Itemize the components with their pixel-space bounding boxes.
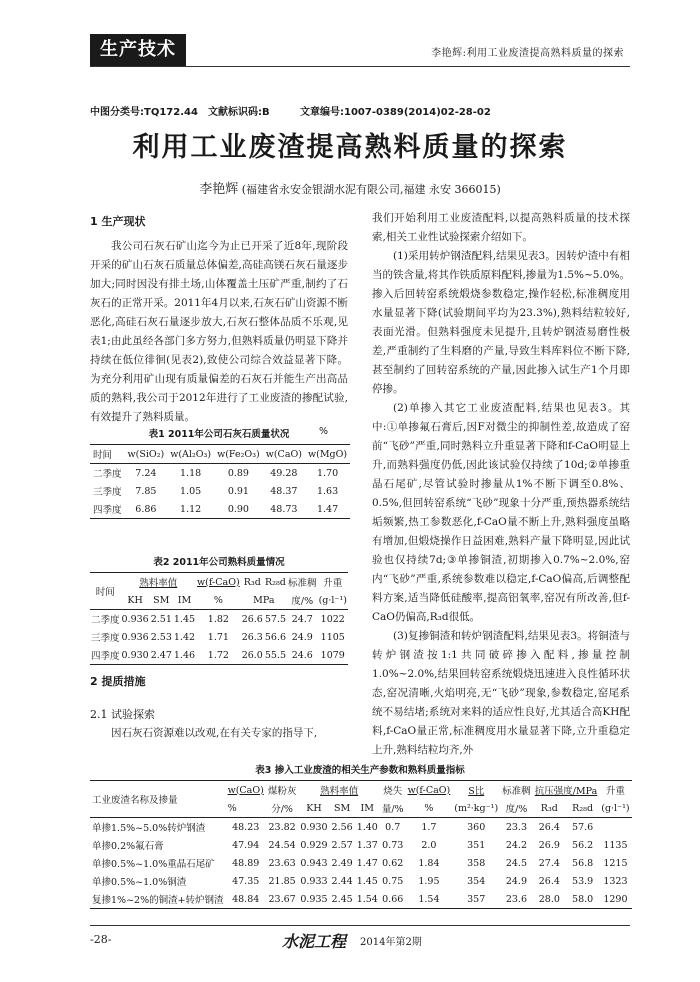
table-header: 熟料率值 — [139, 578, 178, 589]
table-cell: 24.9 — [505, 875, 527, 887]
table-header: SM — [153, 594, 170, 606]
table-cell: 1323 — [603, 875, 628, 887]
table-cell: 1022 — [320, 613, 345, 625]
table-cell: 56.2 — [572, 839, 594, 851]
table-cell: 0.73 — [382, 839, 404, 851]
table-cell: 0.90 — [227, 503, 249, 515]
paragraph: 我们开始利用工业废渣配料,以提高熟料质量的技术探索,相关工业性试验探索介绍如下。 — [372, 212, 630, 243]
table-cell: 2.44 — [331, 875, 353, 887]
table-cell: 6.86 — [135, 503, 157, 515]
table-header: w(Al₂O₃) — [170, 448, 212, 460]
table-cell: 1215 — [603, 857, 628, 869]
table-2 — [90, 554, 348, 665]
table-cell: 1.18 — [180, 467, 202, 479]
table-cell: 26.4 — [538, 821, 560, 833]
table-cell: 48.23 — [232, 821, 260, 833]
table-cell: 1.63 — [316, 485, 339, 497]
table-cell: 48.37 — [270, 485, 298, 497]
table-cell: 360 — [467, 821, 486, 833]
table-cell: 1.7 — [421, 821, 437, 833]
table-cell: 48.73 — [270, 503, 298, 515]
table-cell: 1.47 — [356, 857, 378, 869]
table-cell: 48.84 — [232, 893, 260, 905]
table-header: w(Fe₂O₃) — [217, 448, 260, 460]
document-code: 文献标识码:B — [208, 107, 270, 118]
table-cell: 1.71 — [207, 631, 229, 643]
table-header: w(CaO) — [227, 784, 264, 796]
table-cell: 0.929 — [300, 839, 328, 851]
table-row — [90, 500, 350, 519]
table-cell: 1.05 — [180, 485, 202, 497]
table-cell: 1290 — [603, 893, 628, 905]
table-cell: 1.45 — [356, 875, 378, 887]
table-row — [90, 872, 632, 890]
table-cell: 47.94 — [232, 839, 260, 851]
table-3-caption: 表3 掺入工业废渣的相关生产参数和熟料质量指标 — [255, 765, 465, 776]
table-header: w(SiO₂) — [127, 448, 165, 460]
table-cell: 27.4 — [538, 857, 560, 869]
table-row — [90, 628, 348, 646]
table-2-grid — [90, 572, 348, 665]
table-cell: 23.67 — [268, 893, 296, 905]
table-cell: 0.66 — [382, 893, 404, 905]
table-header: 度/% — [291, 596, 314, 607]
table-cell: 三季度 — [93, 487, 122, 498]
table-header: 度/% — [505, 804, 528, 815]
table-cell: 1.45 — [173, 613, 196, 625]
table-cell: 58.0 — [572, 893, 594, 905]
table-cell: 28.0 — [538, 893, 560, 905]
table-header: 时间 — [90, 573, 121, 610]
table-cell: 1.47 — [316, 503, 339, 515]
table-2-caption: 表2 2011年公司熟料质量情况 — [153, 557, 285, 568]
table-header: 量/% — [381, 804, 404, 815]
table-cell: 1079 — [320, 649, 345, 661]
table-cell: 1.95 — [418, 875, 440, 887]
section-1-heading: 1 生产现状 — [90, 215, 146, 228]
table-header: (g·l⁻¹) — [601, 802, 630, 814]
clc-number: 中图分类号:TQ172.44 — [90, 107, 198, 118]
table-cell: 23.3 — [505, 821, 527, 833]
table-row — [90, 836, 632, 854]
header-rule — [90, 66, 630, 67]
table-cell: 1.12 — [180, 503, 202, 515]
table-header: SM — [334, 802, 351, 814]
table-cell: 0.933 — [300, 875, 328, 887]
table-header: (g·l⁻¹) — [318, 594, 347, 606]
table-cell: 1.54 — [356, 893, 378, 905]
table-cell: 49.28 — [270, 467, 298, 479]
table-cell: 1.54 — [418, 893, 440, 905]
table-cell: 2.57 — [331, 839, 353, 851]
author-line — [0, 178, 700, 197]
table-cell: 二季度 — [93, 469, 122, 480]
article-title: 利用工业废渣提高熟料质量的探索 — [132, 132, 568, 163]
table-cell: 2.0 — [421, 839, 437, 851]
table-cell: 26.3 — [241, 631, 263, 643]
table-cell: 1.72 — [207, 649, 229, 661]
table-header: 时间 — [93, 450, 113, 461]
table-cell: 2.45 — [331, 893, 353, 905]
table-header: R₂₈d — [572, 802, 594, 814]
left-column-lower — [90, 672, 348, 743]
table-header: w(CaO) — [265, 448, 302, 460]
table-cell: 2.51 — [150, 613, 172, 625]
table-cell: 0.930 — [121, 649, 149, 661]
table-header-row — [90, 781, 632, 800]
table-header: w(MgO) — [307, 448, 348, 460]
table-cell: 47.35 — [232, 875, 260, 887]
right-column — [372, 209, 630, 760]
table-cell: 1.84 — [418, 857, 440, 869]
section-2-heading: 2 提质措施 — [90, 675, 146, 688]
table-1-title: 表1 2011年公司石灰石质量状况 — [148, 429, 290, 440]
table-row — [90, 464, 350, 483]
table-cell: 24.9 — [291, 631, 313, 643]
table-header: 烧失 — [383, 786, 403, 797]
table-3-grid — [90, 780, 632, 909]
table-cell: 57.5 — [264, 613, 287, 625]
table-cell: 1.70 — [316, 467, 339, 479]
table-cell: 55.5 — [264, 649, 287, 661]
table-header: 煤粉灰 — [267, 786, 297, 797]
table-cell: 三季度 — [91, 633, 120, 644]
table-cell: 0.936 — [121, 613, 149, 625]
table-cell: 53.9 — [572, 875, 594, 887]
table-cell: 2.47 — [150, 649, 172, 661]
table-header: 升重 — [605, 786, 625, 797]
table-cell: 单掺1.5%~5.0%转炉钢渣 — [92, 823, 206, 834]
table-cell: 0.62 — [382, 857, 404, 869]
table-cell: 24.2 — [505, 839, 527, 851]
table-1 — [90, 426, 348, 519]
table-row — [90, 818, 632, 837]
table-cell: 1.82 — [207, 613, 229, 625]
table-cell: 0.75 — [382, 875, 404, 887]
table-header: w(f-CaO) — [407, 784, 451, 796]
table-header: R₂₈d — [265, 576, 286, 588]
table-header-row — [90, 573, 348, 592]
table-cell: 单掺0.5%~1.0%铜渣 — [92, 877, 187, 888]
table-cell: 2.53 — [150, 631, 172, 643]
table-header: IM — [360, 802, 375, 814]
table-cell: 48.89 — [232, 857, 260, 869]
table-subheader-row — [90, 591, 348, 610]
table-cell: 1.42 — [173, 631, 196, 643]
paragraph: (2)单掺入其它工业废渣配料,结果也见表3。其中:①单掺氟石膏后,因F对微尘的抑制性差,故造成了窑前“飞砂”严重,同时熟料立升重显著下降和f-CaO明显上升,而熟料强度仍低,因此该试验仅持续了10d;②单掺重晶石尾矿,尽管试验时掺量从1%不断下调至0.8%、0.5%,但回转窑系统“飞砂”现象十分严重,预热器系统结垢频繁,热工参数恶化,f-CaO量不断上升,熟料强度虽略有增加,但煅烧操作日益困难,熟料产量下降明显,因此试验也仅持续7d;③单掺铜渣,初期掺入0.7%~2.0%,窑内“飞砂”严重,系统参数难以稳定,f-CaO偏高,后调整配料方案,适当降低硅酸率,提高铝氧率,窑况有所改善,但f-CaO仍偏高,R₃d很低。 — [372, 402, 630, 623]
table-header: KH — [306, 802, 322, 814]
table-cell: 24.5 — [505, 857, 527, 869]
table-row — [90, 854, 632, 872]
table-header-row — [90, 445, 350, 464]
section-2-1-heading: 2.1 试验探索 — [90, 708, 155, 721]
table-1-grid — [90, 444, 350, 519]
table-cell: 357 — [467, 893, 486, 905]
table-cell: 2.49 — [331, 857, 353, 869]
table-cell: 24.7 — [291, 613, 313, 625]
table-cell: 57.6 — [572, 821, 594, 833]
table-header: 抗压强度/MPa — [534, 786, 598, 797]
table-cell: 26.9 — [538, 839, 560, 851]
table-cell: 354 — [467, 875, 486, 887]
table-header: R₃d — [243, 576, 261, 588]
section-banner: 生产技术 — [90, 34, 186, 66]
table-cell: 23.82 — [268, 821, 296, 833]
table-cell: 7.24 — [135, 467, 157, 479]
table-cell — [599, 818, 631, 837]
paragraph: 我公司石灰石矿山迄今为止已开采了近8年,现阶段开采的矿山石灰石质量总体偏差,高硅高镁石灰石量逐步加大;同时因没有排土场,山体覆盖土压矿严重,制约了石灰石的正常开采。2011年4月以来,石灰石矿山资源不断恶化,高硅石灰石量逐步放大,石灰石整体品质不乐观,见表1;由此虽经各部门多方努力,但熟料质量仍明显下降并持续在低位徘徊(见表2),致使公司综合效益显著下降。为充分利用矿山现有质量偏差的石灰石并能生产出高品质的熟料,我公司于2012年进行了工业废渣的掺配试验,有效提升了熟料质量。 — [90, 240, 348, 423]
table-header: 工业废渣名称及掺量 — [90, 781, 226, 818]
table-header: MPa — [253, 594, 275, 606]
table-cell: 26.0 — [241, 649, 263, 661]
paragraph: (1)采用转炉钢渣配料,结果见表3。因转炉渣中有相当的铁含量,将其作铁质原料配料,掺量为1.5%~5.0%。掺入后回转窑系统煅烧参数稳定,操作轻松,标准稠度用水量显著下降(试验期间平均为23.3%),熟料结粒较好,表面光滑。但熟料强度未见提升,且转炉钢渣易磨性极差,严重制约了生料磨的产量,导致生料库料位不断下降,甚至制约了回转窑系统的产量,因此掺入试生产1个月即停掺。 — [372, 250, 630, 395]
table-cell: 单掺0.2%氟石膏 — [92, 841, 164, 852]
table-header: (m²·kg⁻¹) — [454, 802, 499, 814]
table-cell: 1135 — [603, 839, 628, 851]
table-cell: 四季度 — [91, 651, 120, 662]
table-cell: 7.85 — [135, 485, 157, 497]
table-cell: 1105 — [320, 631, 345, 643]
table-cell: 26.4 — [538, 875, 560, 887]
table-cell: 24.6 — [291, 649, 313, 661]
table-row — [90, 482, 350, 500]
table-header: 标准稠 — [288, 578, 317, 589]
table-cell: 0.936 — [121, 631, 149, 643]
table-header: IM — [177, 594, 192, 606]
author-affiliation: (福建省永安金银湖水泥有限公司,福建 永安 366015) — [241, 183, 501, 196]
table-cell: 358 — [467, 857, 486, 869]
table-cell: 四季度 — [93, 505, 122, 516]
table-header: 升重 — [323, 578, 343, 589]
table-cell: 复掺1%~2%的铜渣+转炉钢渣 — [92, 895, 224, 906]
table-cell: 1.46 — [173, 649, 196, 661]
table-cell: 二季度 — [91, 615, 120, 626]
table-1-unit: % — [318, 426, 328, 437]
table-cell: 1.40 — [356, 821, 378, 833]
article-number: 文章编号:1007-0389(2014)02-28-02 — [300, 107, 491, 118]
table-cell: 1.37 — [356, 839, 378, 851]
table-header: % — [213, 594, 223, 606]
table-3 — [90, 762, 630, 909]
table-row — [90, 610, 348, 629]
table-cell: 0.91 — [227, 485, 249, 497]
journal-name: 水泥工程 — [282, 932, 347, 951]
journal-issue: 2014年第2期 — [360, 937, 422, 948]
author-name: 李艳辉 — [199, 182, 239, 197]
table-cell: 56.6 — [264, 631, 287, 643]
table-cell: 0.7 — [385, 821, 401, 833]
table-header: S比 — [468, 786, 485, 797]
table-cell: 24.54 — [268, 839, 296, 851]
table-cell: 单掺0.5%~1.0%重晶石尾矿 — [92, 859, 215, 870]
table-cell: 23.63 — [268, 857, 296, 869]
table-header: R₃d — [540, 802, 558, 814]
table-cell: 26.6 — [241, 613, 263, 625]
table-cell: 0.943 — [300, 857, 328, 869]
table-header: 标准稠 — [502, 786, 531, 797]
table-header: KH — [127, 594, 143, 606]
table-header: % — [227, 802, 237, 814]
table-cell: 2.56 — [331, 821, 353, 833]
table-cell: 56.8 — [572, 857, 594, 869]
running-title: 李艳辉:利用工业废渣提高熟料质量的探索 — [431, 48, 624, 59]
left-column — [90, 212, 348, 427]
table-1-caption — [90, 426, 348, 440]
table-header: w(f-CaO) — [197, 576, 240, 588]
table-header: 分/% — [271, 804, 293, 815]
table-cell: 351 — [467, 839, 486, 851]
table-header: % — [424, 802, 434, 814]
paragraph: 因石灰石资源难以改观,在有关专家的指导下, — [111, 727, 318, 739]
table-cell: 0.935 — [300, 893, 328, 905]
table-cell: 0.89 — [227, 467, 249, 479]
table-row — [90, 646, 348, 665]
paragraph: (3)复掺铜渣和转炉钢渣配料,结果见表3。将铜渣与转炉钢渣按1:1共同破碎掺入配料,掺量控制1.0%~2.0%,结果回转窑系统煅烧迅速进入良性循环状态,窑况清晰,火焰明亮,无“飞砂”现象,参数稳定,窑尾系统不易结堵;系统对来料的适应性良好,尤其适合高KH配料,f-CaO量正常,标准稠度用水量显著下降,立升重稳定上升,熟料结粒均齐,外 — [372, 630, 630, 756]
footer-rule — [90, 925, 630, 926]
page-number: -28- — [90, 933, 112, 946]
table-header: 熟料率值 — [320, 786, 359, 797]
table-cell: 21.85 — [268, 875, 296, 887]
table-cell: 23.6 — [505, 893, 527, 905]
table-row — [90, 890, 632, 909]
table-cell: 0.930 — [300, 821, 328, 833]
